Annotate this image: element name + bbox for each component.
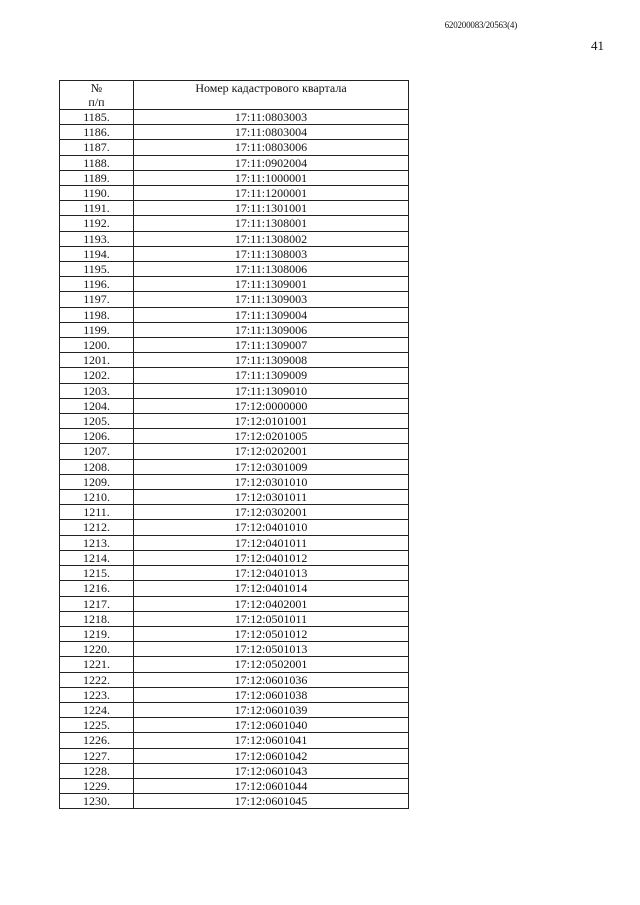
row-number: 1220.	[60, 642, 134, 657]
row-number: 1214.	[60, 550, 134, 565]
cadastral-quarter-number: 17:11:1309001	[134, 277, 409, 292]
cadastral-quarter-number: 17:11:1309009	[134, 368, 409, 383]
column-header-number-line2: п/п	[88, 95, 105, 109]
table-row	[60, 444, 409, 459]
table-row	[60, 353, 409, 368]
table-row	[60, 186, 409, 201]
cadastral-quarter-number: 17:12:0601045	[134, 794, 409, 809]
table-row	[60, 292, 409, 307]
cadastral-quarter-number: 17:12:0302001	[134, 505, 409, 520]
cadastral-quarter-number: 17:12:0401010	[134, 520, 409, 535]
row-number: 1202.	[60, 368, 134, 383]
cadastral-quarter-number: 17:12:0501011	[134, 611, 409, 626]
cadastral-quarter-number: 17:12:0601044	[134, 778, 409, 793]
table-row	[60, 398, 409, 413]
row-number: 1200.	[60, 338, 134, 353]
table-row	[60, 216, 409, 231]
cadastral-quarter-number: 17:12:0601042	[134, 748, 409, 763]
table-row	[60, 459, 409, 474]
cadastral-quarter-number: 17:12:0601043	[134, 763, 409, 778]
table-row	[60, 687, 409, 702]
cadastral-quarter-number: 17:11:0803004	[134, 125, 409, 140]
cadastral-quarter-number: 17:12:0501012	[134, 626, 409, 641]
row-number: 1222.	[60, 672, 134, 687]
table-body	[60, 110, 409, 809]
cadastral-quarter-number: 17:11:0902004	[134, 155, 409, 170]
table-row	[60, 201, 409, 216]
row-number: 1194.	[60, 246, 134, 261]
cadastral-quarter-number: 17:12:0301010	[134, 474, 409, 489]
table-row	[60, 429, 409, 444]
cadastral-quarter-number: 17:11:1309008	[134, 353, 409, 368]
table-row	[60, 733, 409, 748]
table-row	[60, 231, 409, 246]
row-number: 1226.	[60, 733, 134, 748]
row-number: 1210.	[60, 490, 134, 505]
table-row	[60, 110, 409, 125]
cadastral-quarter-number: 17:11:0803003	[134, 110, 409, 125]
row-number: 1191.	[60, 201, 134, 216]
row-number: 1230.	[60, 794, 134, 809]
row-number: 1190.	[60, 186, 134, 201]
table-row	[60, 383, 409, 398]
table-row	[60, 566, 409, 581]
cadastral-quarter-number: 17:12:0401012	[134, 550, 409, 565]
table-row	[60, 626, 409, 641]
row-number: 1193.	[60, 231, 134, 246]
row-number: 1208.	[60, 459, 134, 474]
table-row	[60, 277, 409, 292]
cadastral-quarter-number: 17:12:0601036	[134, 672, 409, 687]
cadastral-quarter-number: 17:11:1200001	[134, 186, 409, 201]
cadastral-quarter-number: 17:12:0401011	[134, 535, 409, 550]
row-number: 1189.	[60, 170, 134, 185]
row-number: 1217.	[60, 596, 134, 611]
row-number: 1209.	[60, 474, 134, 489]
row-number: 1207.	[60, 444, 134, 459]
cadastral-quarter-number: 17:12:0402001	[134, 596, 409, 611]
cadastral-quarter-number: 17:11:1308001	[134, 216, 409, 231]
table-row	[60, 535, 409, 550]
column-header-cadastral-number: Номер кадастрового квартала	[134, 81, 409, 110]
cadastral-quarter-number: 17:11:1309003	[134, 292, 409, 307]
row-number: 1223.	[60, 687, 134, 702]
row-number: 1201.	[60, 353, 134, 368]
table-row	[60, 550, 409, 565]
row-number: 1224.	[60, 702, 134, 717]
cadastral-quarter-number: 17:12:0000000	[134, 398, 409, 413]
cadastral-quarter-number: 17:12:0401013	[134, 566, 409, 581]
table-row	[60, 170, 409, 185]
table-row	[60, 322, 409, 337]
table-row	[60, 657, 409, 672]
cadastral-quarter-number: 17:12:0401014	[134, 581, 409, 596]
table-row	[60, 262, 409, 277]
row-number: 1187.	[60, 140, 134, 155]
row-number: 1197.	[60, 292, 134, 307]
cadastral-quarter-number: 17:12:0601038	[134, 687, 409, 702]
cadastral-quarter-number: 17:12:0301009	[134, 459, 409, 474]
row-number: 1211.	[60, 505, 134, 520]
table-row	[60, 368, 409, 383]
cadastral-quarter-number: 17:12:0301011	[134, 490, 409, 505]
table-row	[60, 718, 409, 733]
cadastral-quarter-number: 17:11:0803006	[134, 140, 409, 155]
row-number: 1228.	[60, 763, 134, 778]
cadastral-quarter-number: 17:12:0101001	[134, 414, 409, 429]
table-header-row	[60, 81, 409, 110]
row-number: 1221.	[60, 657, 134, 672]
row-number: 1215.	[60, 566, 134, 581]
cadastral-quarter-number: 17:11:1000001	[134, 170, 409, 185]
cadastral-quarter-number: 17:12:0502001	[134, 657, 409, 672]
row-number: 1188.	[60, 155, 134, 170]
document-code: 620200083/20563(4)	[444, 20, 517, 30]
row-number: 1213.	[60, 535, 134, 550]
row-number: 1199.	[60, 322, 134, 337]
cadastral-quarter-number: 17:11:1308003	[134, 246, 409, 261]
table-row	[60, 246, 409, 261]
cadastral-quarter-number: 17:12:0201005	[134, 429, 409, 444]
cadastral-quarter-number: 17:11:1309010	[134, 383, 409, 398]
table-row	[60, 778, 409, 793]
cadastral-quarter-number: 17:11:1309006	[134, 322, 409, 337]
table-row	[60, 794, 409, 809]
table-row	[60, 474, 409, 489]
cadastral-quarter-number: 17:12:0202001	[134, 444, 409, 459]
table-row	[60, 748, 409, 763]
row-number: 1218.	[60, 611, 134, 626]
cadastral-quarter-number: 17:11:1308002	[134, 231, 409, 246]
row-number: 1195.	[60, 262, 134, 277]
column-header-number	[60, 81, 134, 110]
cadastral-quarter-number: 17:12:0601041	[134, 733, 409, 748]
table-row	[60, 702, 409, 717]
row-number: 1212.	[60, 520, 134, 535]
table-row	[60, 414, 409, 429]
row-number: 1185.	[60, 110, 134, 125]
cadastral-quarters-table	[59, 80, 409, 809]
row-number: 1216.	[60, 581, 134, 596]
table-row	[60, 307, 409, 322]
cadastral-quarter-number: 17:11:1308006	[134, 262, 409, 277]
row-number: 1225.	[60, 718, 134, 733]
table-row	[60, 642, 409, 657]
table-row	[60, 505, 409, 520]
cadastral-quarter-number: 17:11:1309007	[134, 338, 409, 353]
row-number: 1196.	[60, 277, 134, 292]
table-row	[60, 490, 409, 505]
row-number: 1198.	[60, 307, 134, 322]
table-row	[60, 155, 409, 170]
column-header-number-line1: №	[90, 81, 103, 95]
cadastral-quarter-number: 17:12:0601040	[134, 718, 409, 733]
cadastral-quarter-number: 17:12:0601039	[134, 702, 409, 717]
row-number: 1192.	[60, 216, 134, 231]
table-row	[60, 611, 409, 626]
table-row	[60, 338, 409, 353]
cadastral-quarter-number: 17:12:0501013	[134, 642, 409, 657]
cadastral-quarter-number: 17:11:1301001	[134, 201, 409, 216]
row-number: 1219.	[60, 626, 134, 641]
row-number: 1186.	[60, 125, 134, 140]
table-row	[60, 520, 409, 535]
row-number: 1227.	[60, 748, 134, 763]
row-number: 1204.	[60, 398, 134, 413]
cadastral-quarter-number: 17:11:1309004	[134, 307, 409, 322]
table-row	[60, 581, 409, 596]
row-number: 1229.	[60, 778, 134, 793]
table-row	[60, 596, 409, 611]
table-row	[60, 140, 409, 155]
table-row	[60, 672, 409, 687]
table-row	[60, 125, 409, 140]
table-row	[60, 763, 409, 778]
page-number: 41	[591, 38, 604, 53]
row-number: 1203.	[60, 383, 134, 398]
row-number: 1206.	[60, 429, 134, 444]
row-number: 1205.	[60, 414, 134, 429]
